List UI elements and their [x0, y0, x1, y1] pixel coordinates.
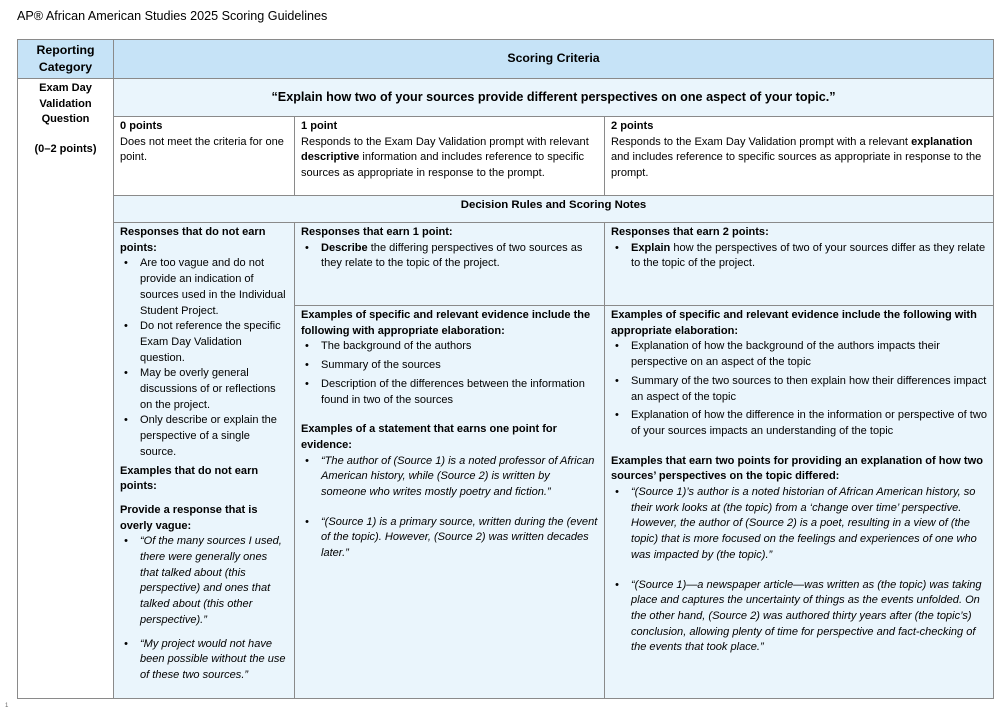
one-point-notes	[295, 223, 605, 306]
one-point-notes-heading: Responses that earn 1 point:	[301, 226, 453, 238]
list-item: • “(Source 1)—a newspaper article—was written as (the topic) was taking place and captures the uncertainty of things as the events unfolded. On the other hand, (Source 2) was authored thirty years after (the topic’s) conclusion, allowing plenty of time for perspective and fact-checking of the events that took place.”	[631, 578, 987, 657]
list-item: • “Of the many sources I used, there were generally ones that talked about (this perspective) and ones that talked about (this other perspective).”	[140, 534, 288, 628]
one-point-statement-list	[301, 454, 598, 562]
list-item: • Summary of the sources	[321, 358, 598, 374]
list-item: • May be overly general discussions of or reflections on the project.	[140, 366, 288, 413]
list-item: • Describe the differing perspectives of two sources as they relate to the topic of the project.	[321, 241, 598, 272]
reporting-category-header: Reporting Category	[18, 40, 114, 79]
decision-rules-heading: Decision Rules and Scoring Notes	[114, 196, 994, 223]
page-title: AP® African American Studies 2025 Scoring Guidelines	[17, 9, 328, 23]
list-item: • Explain how the perspectives of two of your sources differ as they relate to the topic of the project.	[631, 241, 987, 272]
one-point-statement-heading: Examples of a statement that earns one point for evidence:	[301, 423, 557, 451]
vague-examples-list	[120, 534, 288, 683]
list-item: • “(Source 1) is a primary source, written during the (event of the topic). However, (Source 2) was written decades later.”	[321, 515, 598, 562]
no-points-list	[120, 256, 288, 460]
two-points-criteria	[605, 117, 994, 196]
one-point-evidence	[295, 306, 605, 699]
one-point-criteria	[295, 117, 605, 196]
one-point-evidence-list	[301, 339, 598, 408]
list-item: • Are too vague and do not provide an indication of sources used in the Individual Student Project.	[140, 256, 288, 319]
two-points-evidence	[605, 306, 994, 699]
no-points-heading: Responses that do not earn points:	[120, 226, 266, 254]
scoring-criteria-header: Scoring Criteria	[114, 40, 994, 79]
list-item: • Do not reference the specific Exam Day Validation question.	[140, 319, 288, 366]
footer-mark: 1	[5, 703, 9, 709]
validation-question: “Explain how two of your sources provide different perspectives on one aspect of your topic.”	[114, 79, 994, 117]
no-points-examples-heading: Examples that do not earn points:	[120, 464, 259, 493]
zero-points-text: Does not meet the criteria for one point.	[120, 135, 284, 164]
list-item: • Explanation of how the difference in the information or perspective of two of your sources impacts an understanding of the topic	[631, 408, 987, 439]
list-item: • “The author of (Source 1) is a noted professor of African American history, while (Source 2) is written by someone who writes mostly poetry and fiction.”	[321, 454, 598, 501]
two-points-examples-list	[611, 485, 987, 656]
one-point-text: Responds to the Exam Day Validation prompt with relevant descriptive information and includes reference to specific sources as appropriate in response to the prompt.	[301, 135, 589, 180]
scoring-guidelines-table	[17, 39, 994, 699]
list-item: • The background of the authors	[321, 339, 598, 355]
list-item: • Only describe or explain the perspective of a single source.	[140, 413, 288, 460]
two-points-title: 2 points	[611, 120, 654, 132]
two-points-evidence-list	[611, 339, 987, 439]
category-cell	[18, 79, 114, 699]
two-points-examples-heading: Examples that earn two points for providing an explanation of how two sources’ perspectives on the topic differed:	[611, 454, 983, 483]
one-point-title: 1 point	[301, 120, 338, 132]
no-points-notes	[114, 223, 295, 699]
two-points-notes	[605, 223, 994, 306]
list-item: • Description of the differences between the information found in two of the sources	[321, 377, 598, 408]
zero-points-title: 0 points	[120, 120, 163, 132]
one-point-evidence-heading: Examples of specific and relevant evidence include the following with appropriate elaboration:	[301, 309, 591, 337]
list-item: • “My project would not have been possible without the use of these two sources.”	[140, 637, 288, 684]
category-name: Exam Day Validation Question	[39, 82, 92, 126]
list-item: • Summary of the two sources to then explain how their differences impact an aspect of the topic	[631, 374, 987, 405]
list-item: • “(Source 1)’s author is a noted historian of African American history, so their work looks at (the topic) from a ‘change over time’ perspective. However, the author of (Source 2) is a poet, resulting in a view of (the topic) that is more focused on the feelings and experiences of one who was impacted by (the topic).”	[631, 485, 987, 564]
list-item: • Explanation of how the background of the authors impacts their perspective on an aspect of the topic	[631, 339, 987, 370]
two-points-notes-heading: Responses that earn 2 points:	[611, 226, 769, 238]
two-points-evidence-heading: Examples of specific and relevant evidence include the following with appropriate elaboration:	[611, 309, 977, 337]
category-points: (0–2 points)	[34, 143, 97, 156]
two-points-notes-list	[611, 241, 987, 272]
one-point-notes-list	[301, 241, 598, 272]
vague-heading: Provide a response that is overly vague:	[120, 503, 258, 532]
two-points-text: Responds to the Exam Day Validation prompt with a relevant explanation and includes reference to specific sources as appropriate in response to the prompt.	[611, 135, 982, 180]
zero-points-criteria	[114, 117, 295, 196]
